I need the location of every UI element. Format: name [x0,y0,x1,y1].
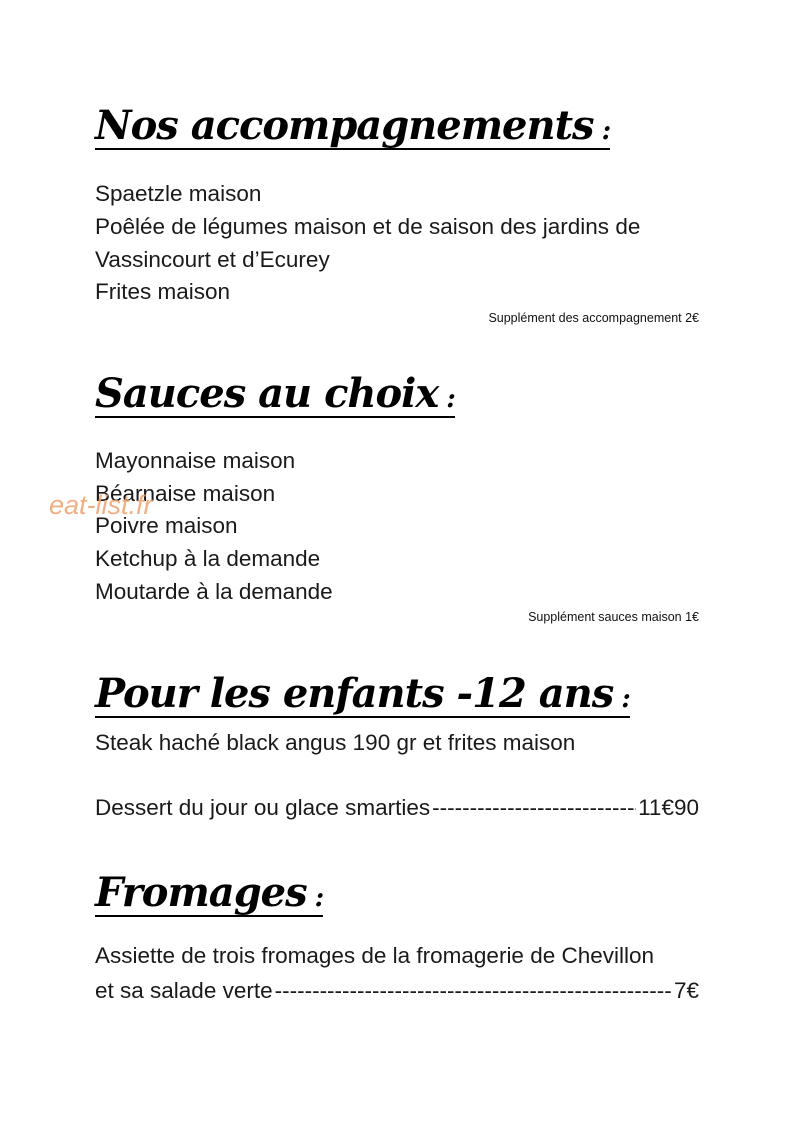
menu-item: Mayonnaise maison [95,448,296,473]
menu-item: Frites maison [95,279,231,304]
heading-accompagnements [95,102,611,150]
heading-colon: : [314,883,324,913]
menu-item: Poêlée de légumes maison et de saison des jardins de [95,214,641,239]
heading-enfants-text: Pour les enfants -12 ans [95,670,614,717]
heading-colon: : [621,684,630,714]
menu-item-price: 11€90 [638,795,699,820]
heading-accompagnements-text: Nos accompagnements [95,102,594,149]
watermark-logo: eat-list.fr [49,490,153,520]
supplement-note: Supplément des accompagnement 2€ [488,311,699,325]
heading-colon: : [446,384,455,414]
menu-item: Steak haché black angus 190 gr et frites maison [95,730,576,755]
menu-item-price: 7€ [673,978,699,1003]
supplement-note: Supplément sauces maison 1€ [528,610,699,624]
menu-item: Moutarde à la demande [95,579,333,604]
priced-menu-item [95,792,699,824]
heading-fromages [95,869,324,917]
menu-item: Spaetzle maison [95,181,262,206]
menu-item: Assiette de trois fromages de la fromagerie de Chevillon [95,943,655,968]
menu-item: Poivre maison [95,513,238,538]
menu-item: Béarnaise maison [95,481,276,506]
dotted-leader [275,975,672,1007]
heading-fromages-text: Fromages [95,869,307,916]
menu-item-label: Dessert du jour ou glace smarties [95,795,431,820]
priced-menu-item [95,975,699,1007]
dotted-leader [432,792,636,824]
heading-enfants [95,670,630,718]
heading-sauces [95,370,455,418]
menu-item: Ketchup à la demande [95,546,321,571]
heading-colon: : [601,116,611,146]
menu-item-label: et sa salade verte [95,978,273,1003]
heading-sauces-text: Sauces au choix [95,370,439,417]
menu-item: Vassincourt et d’Ecurey [95,247,330,272]
